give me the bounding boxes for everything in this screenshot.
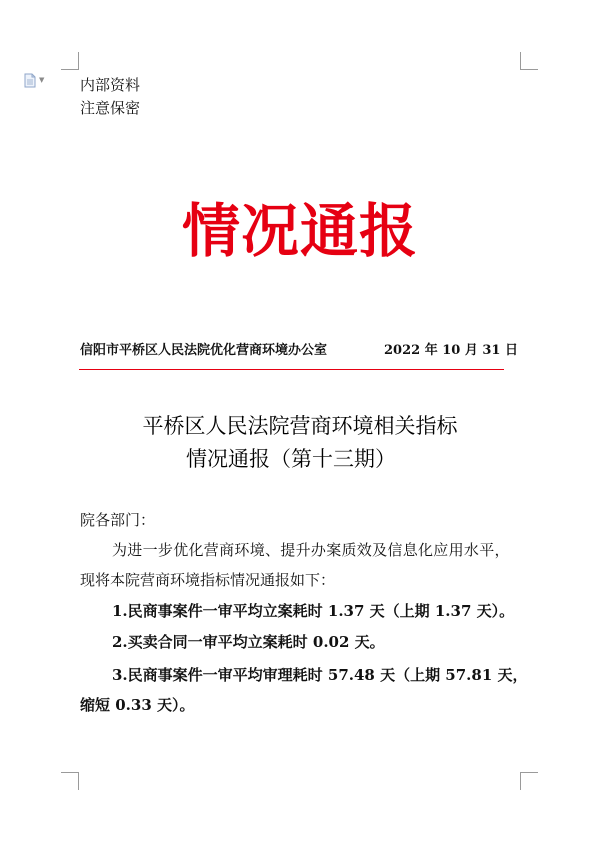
crop-mark-bottom-right bbox=[520, 772, 538, 790]
confidential-line-2: 注意保密 bbox=[80, 99, 141, 117]
intro-line-1: 为进一步优化营商环境、提升办案质效及信息化应用水平， bbox=[112, 541, 510, 559]
chevron-down-icon[interactable]: ▼ bbox=[39, 76, 45, 84]
crop-mark-top-left bbox=[61, 52, 79, 70]
list-item: 3.民商事案件一审平均审理耗时 57.48 天（上期 57.81 天， bbox=[112, 666, 528, 684]
list-item: 2.买卖合同一审平均立案耗时 0.02 天。 bbox=[112, 633, 385, 651]
list-item: 1.民商事案件一审平均立案耗时 1.37 天（上期 1.37 天）。 bbox=[112, 602, 515, 620]
intro-line-2: 现将本院营商环境指标情况通报如下： bbox=[80, 571, 336, 589]
crop-mark-bottom-left bbox=[61, 772, 79, 790]
document-title bbox=[0, 410, 600, 476]
report-heading: 情况通报 bbox=[181, 197, 418, 265]
title-line-1: 平桥区人民法院营商环境相关指标 bbox=[142, 414, 458, 438]
issue-date: 2022 年 10 月 31 日 bbox=[384, 343, 518, 358]
issuer-name: 信阳市平桥区人民法院优化营商环境办公室 bbox=[80, 343, 328, 358]
crop-mark-top-right bbox=[520, 52, 538, 70]
red-divider-line bbox=[79, 369, 504, 370]
page-icon bbox=[24, 73, 36, 88]
confidential-notice bbox=[80, 74, 140, 120]
confidential-line-1: 内部资料 bbox=[80, 76, 141, 94]
document-icon[interactable] bbox=[24, 72, 52, 88]
salutation: 院各部门： bbox=[80, 511, 156, 529]
list-item-continuation: 缩短 0.33 天）。 bbox=[80, 696, 195, 714]
title-line-2: 情况通报（第十三期） bbox=[186, 447, 396, 471]
